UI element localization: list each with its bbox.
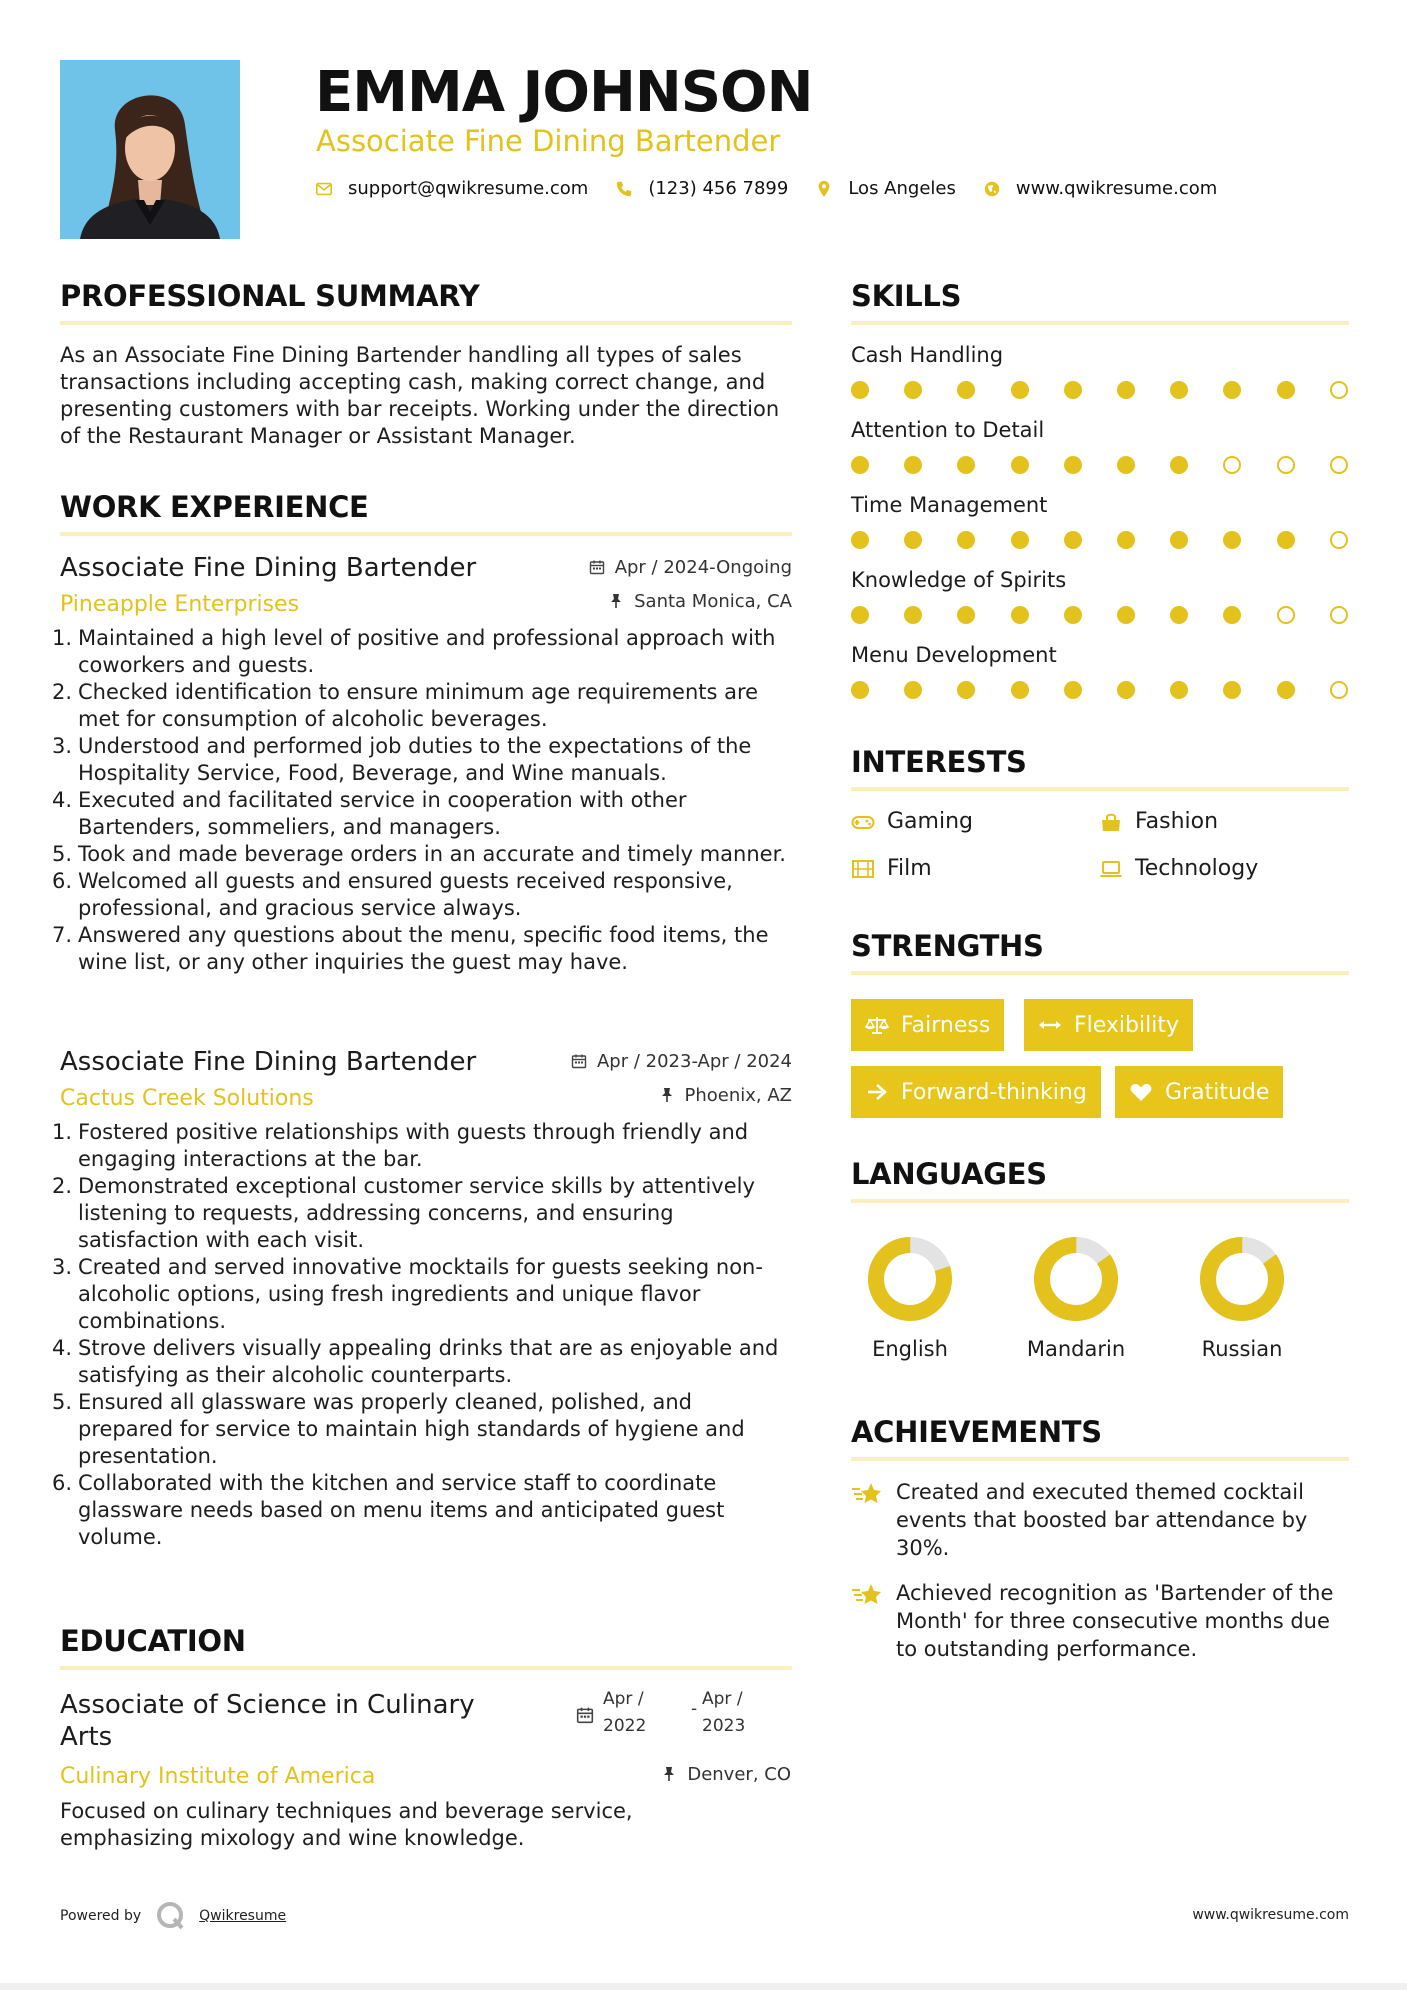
job-entry bbox=[52, 553, 792, 976]
rating-dot-filled bbox=[957, 381, 975, 399]
rating-dot-filled bbox=[904, 606, 922, 624]
arrows-horizontal-icon bbox=[1038, 1014, 1064, 1036]
rating-dot-filled bbox=[1011, 531, 1029, 549]
language-donut bbox=[1032, 1235, 1120, 1323]
list-item: 2. Checked identification to ensure minimum age requirements are met for consumption of alcoholic beverages. bbox=[52, 680, 759, 731]
languages-section bbox=[851, 1157, 1349, 1203]
job-date bbox=[571, 1051, 792, 1072]
job-duties-list bbox=[52, 1119, 792, 1551]
strength-label: Gratitude bbox=[1165, 1079, 1270, 1105]
pushpin-icon bbox=[661, 1766, 679, 1784]
arrow-right-icon bbox=[865, 1081, 891, 1103]
pushpin-icon bbox=[659, 1087, 677, 1105]
skill-name: Menu Development bbox=[851, 643, 1057, 667]
rating-dot-empty bbox=[1277, 606, 1295, 624]
interest-item bbox=[851, 809, 973, 834]
skill-rating bbox=[851, 456, 1349, 476]
rating-dot-filled bbox=[957, 456, 975, 474]
skill-name: Time Management bbox=[851, 493, 1048, 517]
powered-by-text: Powered by bbox=[60, 1908, 142, 1924]
footer-powered-by bbox=[60, 1900, 286, 1932]
interest-label: Technology bbox=[1135, 856, 1259, 881]
skill-rating bbox=[851, 681, 1349, 701]
list-item: 4. Executed and facilitated service in cooperation with other Bartenders, sommeliers, and managers. bbox=[52, 788, 687, 839]
education-start-month: Apr / bbox=[603, 1689, 644, 1709]
skill-row bbox=[851, 643, 1349, 701]
list-item: 3. Created and served innovative mocktails for guests seeking non-alcoholic options, using fresh ingredients and unique flavor combinations. bbox=[52, 1255, 763, 1333]
education-location-text: Denver, CO bbox=[687, 1764, 791, 1785]
list-item: 6. Welcomed all guests and ensured guests received responsive, professional, and gracious service always. bbox=[52, 869, 733, 920]
rating-dot-empty bbox=[1330, 606, 1348, 624]
map-pin-icon bbox=[814, 179, 834, 199]
job-location bbox=[659, 1085, 793, 1106]
calendar-icon bbox=[571, 1053, 589, 1071]
profile-photo bbox=[60, 60, 240, 239]
strength-badge bbox=[851, 1066, 1101, 1118]
film-icon bbox=[851, 858, 875, 880]
job-location-text: Santa Monica, CA bbox=[634, 591, 792, 612]
section-divider bbox=[851, 971, 1349, 975]
rating-dot-filled bbox=[957, 606, 975, 624]
rating-dot-filled bbox=[851, 456, 869, 474]
language-label: Russian bbox=[1201, 1337, 1283, 1361]
education-start-year: 2022 bbox=[603, 1716, 647, 1736]
donut-fill bbox=[867, 1236, 953, 1322]
rating-dot-filled bbox=[1064, 531, 1082, 549]
rating-dot-filled bbox=[851, 531, 869, 549]
language-donut bbox=[1198, 1235, 1286, 1323]
list-item: 3. Understood and performed job duties to the expectations of the Hospitality Service, Food, Beverage, and Wine manuals. bbox=[52, 734, 752, 785]
interests-heading: INTERESTS bbox=[851, 745, 1027, 779]
contact-email[interactable] bbox=[314, 178, 588, 199]
rating-dot-empty bbox=[1330, 681, 1348, 699]
skill-rating bbox=[851, 381, 1349, 401]
pushpin-icon bbox=[608, 593, 626, 611]
summary-section bbox=[60, 279, 792, 325]
rating-dot-filled bbox=[1277, 681, 1295, 699]
strength-badge bbox=[851, 999, 1004, 1051]
rating-dot-empty bbox=[1330, 531, 1348, 549]
brand-link[interactable]: Qwikresume bbox=[199, 1908, 287, 1924]
language-item bbox=[835, 1235, 985, 1361]
interest-item bbox=[1099, 809, 1218, 834]
footer-website[interactable]: www.qwikresume.com bbox=[1192, 1907, 1349, 1923]
job-company: Pineapple Enterprises bbox=[60, 592, 300, 617]
rating-dot-filled bbox=[1117, 531, 1135, 549]
envelope-icon bbox=[314, 179, 334, 199]
rating-dot-filled bbox=[1223, 381, 1241, 399]
contact-website-text: www.qwikresume.com bbox=[1015, 178, 1218, 199]
job-company: Cactus Creek Solutions bbox=[60, 1086, 314, 1111]
job-location bbox=[608, 591, 792, 612]
contact-bar bbox=[314, 178, 1243, 199]
rating-dot-filled bbox=[1117, 456, 1135, 474]
shopping-bag-icon bbox=[1099, 811, 1123, 833]
skills-section bbox=[851, 279, 1349, 325]
languages-heading: LANGUAGES bbox=[851, 1157, 1047, 1191]
rating-dot-empty bbox=[1330, 456, 1348, 474]
achievements-heading: ACHIEVEMENTS bbox=[851, 1415, 1102, 1449]
strength-badge bbox=[1024, 999, 1193, 1051]
section-divider bbox=[60, 321, 792, 325]
skill-name: Attention to Detail bbox=[851, 418, 1045, 442]
rating-dot-filled bbox=[904, 681, 922, 699]
contact-website[interactable] bbox=[982, 178, 1217, 199]
contact-phone-text: (123) 456 7899 bbox=[648, 178, 789, 199]
list-item: 1. Fostered positive relationships with guests through friendly and engaging interactions at the bar. bbox=[52, 1120, 749, 1171]
skill-row bbox=[851, 568, 1349, 626]
education-end-year: 2023 bbox=[702, 1716, 746, 1736]
section-divider bbox=[60, 532, 792, 536]
rating-dot-filled bbox=[1011, 381, 1029, 399]
rating-dot-filled bbox=[1170, 531, 1188, 549]
strengths-section bbox=[851, 929, 1349, 975]
list-item: 1. Maintained a high level of positive and professional approach with coworkers and guests. bbox=[52, 626, 776, 677]
strength-label: Flexibility bbox=[1074, 1012, 1179, 1038]
page-bottom-bar bbox=[0, 1983, 1407, 1990]
interest-item bbox=[1099, 856, 1258, 881]
rating-dot-filled bbox=[851, 681, 869, 699]
rating-dot-filled bbox=[957, 531, 975, 549]
strength-label: Forward-thinking bbox=[901, 1079, 1087, 1105]
job-title: Associate Fine Dining Bartender bbox=[60, 553, 477, 583]
job-location-text: Phoenix, AZ bbox=[684, 1085, 792, 1106]
candidate-name: EMMA JOHNSON bbox=[315, 60, 813, 125]
contact-location-text: Los Angeles bbox=[848, 178, 956, 199]
donut-fill bbox=[1032, 1235, 1120, 1323]
skill-rating bbox=[851, 606, 1349, 626]
phone-icon bbox=[614, 179, 634, 199]
globe-icon bbox=[982, 179, 1002, 199]
gamepad-icon bbox=[851, 811, 875, 833]
rating-dot-empty bbox=[1277, 456, 1295, 474]
interest-label: Film bbox=[887, 856, 932, 881]
rating-dot-filled bbox=[1064, 381, 1082, 399]
interest-label: Fashion bbox=[1135, 809, 1219, 834]
language-donut bbox=[866, 1235, 954, 1323]
rating-dot-filled bbox=[1170, 381, 1188, 399]
candidate-title: Associate Fine Dining Bartender bbox=[316, 124, 781, 158]
education-description: Focused on culinary techniques and beverage service, emphasizing mixology and wine knowledge. bbox=[60, 1799, 633, 1850]
rating-dot-filled bbox=[957, 681, 975, 699]
heart-icon bbox=[1129, 1081, 1155, 1103]
achievement-text: Created and executed themed cocktail events that boosted bar attendance by 30%. bbox=[896, 1480, 1308, 1560]
scale-icon bbox=[865, 1014, 891, 1036]
rating-dot-filled bbox=[904, 381, 922, 399]
portrait-illustration bbox=[60, 60, 240, 239]
education-degree: Associate of Science in Culinary Arts bbox=[60, 1690, 475, 1752]
language-label: English bbox=[872, 1337, 948, 1361]
achievement-item bbox=[851, 1579, 1351, 1663]
rating-dot-filled bbox=[1117, 681, 1135, 699]
section-divider bbox=[60, 1666, 792, 1670]
rating-dot-filled bbox=[1011, 456, 1029, 474]
rating-dot-filled bbox=[1117, 606, 1135, 624]
education-date-dash: - bbox=[691, 1699, 698, 1719]
qwikresume-logo-icon bbox=[155, 1900, 187, 1932]
summary-text: As an Associate Fine Dining Bartender handling all types of sales transactions including accepting cash, making correct change, and presenting customers with bar receipts. Working under the direction of the Restaurant Manager or Assistant Manager. bbox=[60, 343, 780, 448]
interest-label: Gaming bbox=[887, 809, 973, 834]
job-duties-list bbox=[52, 625, 792, 976]
calendar-icon bbox=[576, 1706, 594, 1724]
skill-row bbox=[851, 343, 1349, 401]
star-icon bbox=[851, 1581, 883, 1609]
rating-dot-empty bbox=[1223, 456, 1241, 474]
rating-dot-filled bbox=[904, 456, 922, 474]
list-item: 7. Answered any questions about the menu, specific food items, the wine list, or any other inquiries the guest may have. bbox=[52, 923, 769, 974]
contact-phone[interactable] bbox=[614, 178, 788, 199]
rating-dot-filled bbox=[1170, 606, 1188, 624]
rating-dot-filled bbox=[904, 531, 922, 549]
list-item: 6. Collaborated with the kitchen and service staff to coordinate glassware needs based on menu items and anticipated guest volume. bbox=[52, 1471, 725, 1549]
job-date-text: Apr / 2023-Apr / 2024 bbox=[596, 1051, 792, 1072]
rating-dot-filled bbox=[851, 381, 869, 399]
rating-dot-filled bbox=[1223, 531, 1241, 549]
rating-dot-filled bbox=[1277, 381, 1295, 399]
achievement-item bbox=[851, 1478, 1351, 1562]
language-label: Mandarin bbox=[1026, 1337, 1126, 1361]
star-icon bbox=[851, 1480, 883, 1508]
rating-dot-filled bbox=[851, 606, 869, 624]
contact-location bbox=[814, 178, 956, 199]
rating-dot-filled bbox=[1011, 681, 1029, 699]
summary-heading: PROFESSIONAL SUMMARY bbox=[60, 279, 480, 313]
list-item: 4. Strove delivers visually appealing drinks that are as enjoyable and satisfying as their alcoholic counterparts. bbox=[52, 1336, 779, 1387]
skill-row bbox=[851, 418, 1349, 476]
job-date-text: Apr / 2024-Ongoing bbox=[614, 557, 792, 578]
rating-dot-filled bbox=[1277, 531, 1295, 549]
donut-fill bbox=[1198, 1235, 1286, 1323]
job-entry bbox=[52, 1047, 792, 1551]
education-school: Culinary Institute of America bbox=[60, 1764, 376, 1789]
rating-dot-empty bbox=[1330, 381, 1348, 399]
education-heading: EDUCATION bbox=[60, 1624, 246, 1658]
experience-heading: WORK EXPERIENCE bbox=[60, 490, 369, 524]
strengths-heading: STRENGTHS bbox=[851, 929, 1044, 963]
skill-name: Knowledge of Spirits bbox=[851, 568, 1067, 592]
achievements-section bbox=[851, 1415, 1349, 1461]
section-divider bbox=[851, 1457, 1349, 1461]
strength-label: Fairness bbox=[901, 1012, 991, 1038]
rating-dot-filled bbox=[1011, 606, 1029, 624]
calendar-icon bbox=[589, 559, 607, 577]
list-item: 2. Demonstrated exceptional customer service skills by attentively listening to requests, addressing concerns, and ensuring satisfaction with each visit. bbox=[52, 1174, 755, 1252]
education-section bbox=[60, 1624, 792, 1670]
achievement-text: Achieved recognition as 'Bartender of the Month' for three consecutive months due to outstanding performance. bbox=[896, 1581, 1334, 1661]
rating-dot-filled bbox=[1064, 456, 1082, 474]
section-divider bbox=[851, 787, 1349, 791]
skills-heading: SKILLS bbox=[851, 279, 962, 313]
laptop-icon bbox=[1099, 858, 1123, 880]
skill-row bbox=[851, 493, 1349, 551]
job-date bbox=[589, 557, 792, 578]
education-end-month: Apr / bbox=[702, 1689, 743, 1709]
list-item: 5. Took and made beverage orders in an accurate and timely manner. bbox=[52, 842, 786, 866]
interest-item bbox=[851, 856, 932, 881]
rating-dot-filled bbox=[1117, 381, 1135, 399]
strength-badge bbox=[1115, 1066, 1283, 1118]
list-item: 5. Ensured all glassware was properly cleaned, polished, and prepared for service to maintain high standards of hygiene and presentation. bbox=[52, 1390, 745, 1468]
section-divider bbox=[851, 321, 1349, 325]
education-location bbox=[661, 1764, 791, 1785]
contact-email-text: support@qwikresume.com bbox=[348, 178, 589, 199]
rating-dot-filled bbox=[1064, 681, 1082, 699]
rating-dot-filled bbox=[1223, 681, 1241, 699]
interests-section bbox=[851, 745, 1349, 791]
skill-rating bbox=[851, 531, 1349, 551]
rating-dot-filled bbox=[1170, 681, 1188, 699]
section-divider bbox=[851, 1199, 1349, 1203]
language-item bbox=[1001, 1235, 1151, 1361]
job-title: Associate Fine Dining Bartender bbox=[60, 1047, 477, 1077]
rating-dot-filled bbox=[1064, 606, 1082, 624]
experience-section bbox=[60, 490, 792, 536]
rating-dot-filled bbox=[1170, 456, 1188, 474]
language-item bbox=[1167, 1235, 1317, 1361]
skill-name: Cash Handling bbox=[851, 343, 1004, 367]
rating-dot-filled bbox=[1223, 606, 1241, 624]
